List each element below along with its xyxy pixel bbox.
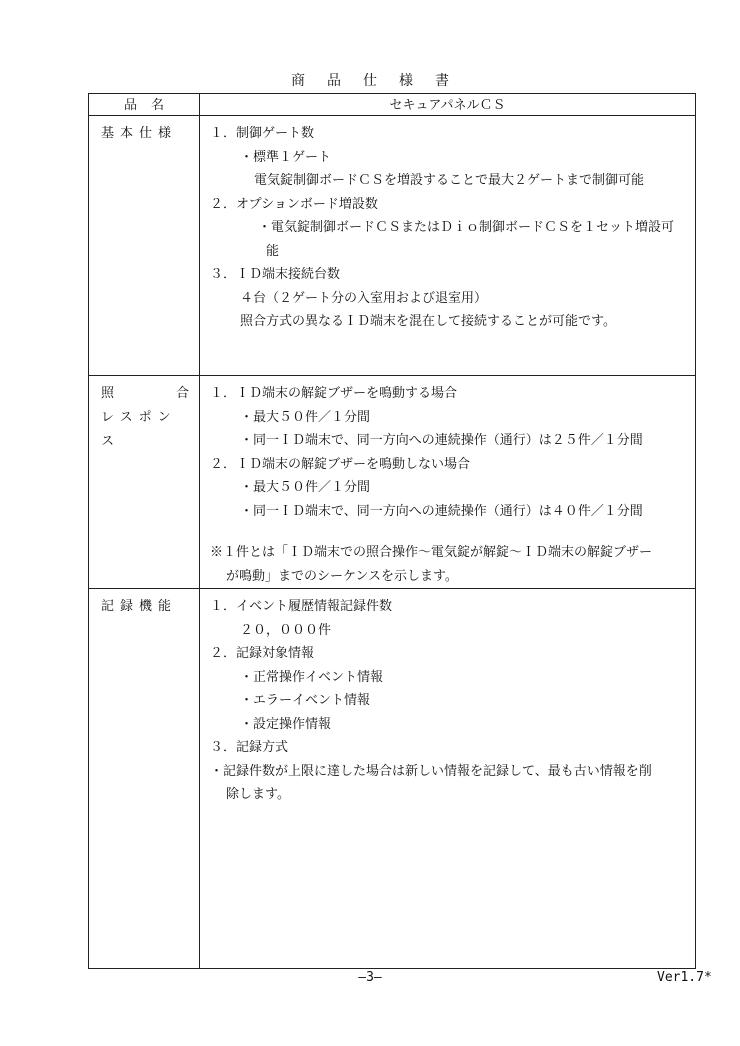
response-row xyxy=(89,376,696,589)
spec-line: ・最大５０件／１分間 xyxy=(240,409,371,425)
spec-line: 電気錠制御ボードＣＳを増設することで最大２ゲートまで制御可能 xyxy=(254,173,645,188)
response-label-top-right: 合 xyxy=(175,386,189,401)
recording-content xyxy=(200,589,696,969)
spec-line: 除します。 xyxy=(226,787,290,802)
response-content xyxy=(200,376,696,589)
spec-line: 照合方式の異なるＩＤ端末を混在して接続することが可能です。 xyxy=(240,314,616,329)
recording-row xyxy=(89,589,696,969)
response-label-top xyxy=(101,382,189,406)
response-label-top-left: 照 xyxy=(101,386,115,401)
document-title: 商品仕様書 xyxy=(291,73,471,89)
basic-spec-label: 基本仕様 xyxy=(101,126,178,141)
version-label: Ver1.7* xyxy=(657,970,712,985)
product-name-label: 品名 xyxy=(123,98,178,113)
page-number: ―3― xyxy=(358,970,382,985)
spacer xyxy=(210,523,687,541)
recording-label: 記録機能 xyxy=(101,599,178,614)
spec-line: ２．記録対象情報 xyxy=(210,646,315,661)
spec-line: ３．ＩＤ端末接続台数 xyxy=(210,267,341,282)
spec-line: １．制御ゲート数 xyxy=(210,126,315,141)
spec-line: ・設定操作情報 xyxy=(240,716,332,732)
spec-line: ・最大５０件／１分間 xyxy=(240,480,371,495)
product-name-label-cell xyxy=(89,94,200,116)
response-label-cell xyxy=(89,376,200,589)
spec-line: ・記録件数が上限に達した場合は新しい情報を記録して、最も古い情報を削 xyxy=(210,763,652,779)
note-line: ※１件とは「ＩＤ端末での照合操作～電気錠が解錠～ＩＤ端末の解錠ブザー xyxy=(210,545,653,560)
table-header-row xyxy=(89,94,696,116)
spec-line: ３．記録方式 xyxy=(210,740,289,755)
basic-spec-label-cell xyxy=(89,116,200,376)
basic-spec-row xyxy=(89,116,696,376)
spec-line: ・同一ＩＤ端末で、同一方向への連続操作（通行）は２５件／１分間 xyxy=(240,433,643,448)
spec-line: ２．ＩＤ端末の解錠ブザーを鳴動しない場合 xyxy=(210,456,471,472)
spec-line: ・標準１ゲート xyxy=(240,149,332,165)
basic-spec-content xyxy=(200,116,696,376)
spec-line: １．ＩＤ端末の解錠ブザーを鳴動する場合 xyxy=(210,386,458,401)
spec-line: 能 xyxy=(266,243,280,259)
spec-line: ２．オプションボード増設数 xyxy=(210,196,378,212)
spec-line: ・電気錠制御ボードＣＳまたはＤｉｏ制御ボードＣＳを１セット増設可 xyxy=(258,220,675,235)
spec-line: ・正常操作イベント情報 xyxy=(240,669,384,685)
spec-line: １．イベント履歴情報記録件数 xyxy=(210,599,393,614)
spec-table xyxy=(88,93,696,969)
product-name-value: セキュアパネルＣＳ xyxy=(389,98,506,113)
spec-line: ２０，０００件 xyxy=(240,622,332,638)
response-label-bottom: レスポンス xyxy=(101,410,177,449)
spec-line: ・同一ＩＤ端末で、同一方向への連続操作（通行）は４０件／１分間 xyxy=(240,503,643,519)
recording-label-cell xyxy=(89,589,200,969)
note-line: が鳴動」までのシーケンスを示します。 xyxy=(226,568,458,584)
product-name-value-cell xyxy=(200,94,696,116)
spec-line: ４台（２ゲート分の入室用および退室用） xyxy=(240,290,488,306)
spec-line: ・エラーイベント情報 xyxy=(240,693,371,708)
